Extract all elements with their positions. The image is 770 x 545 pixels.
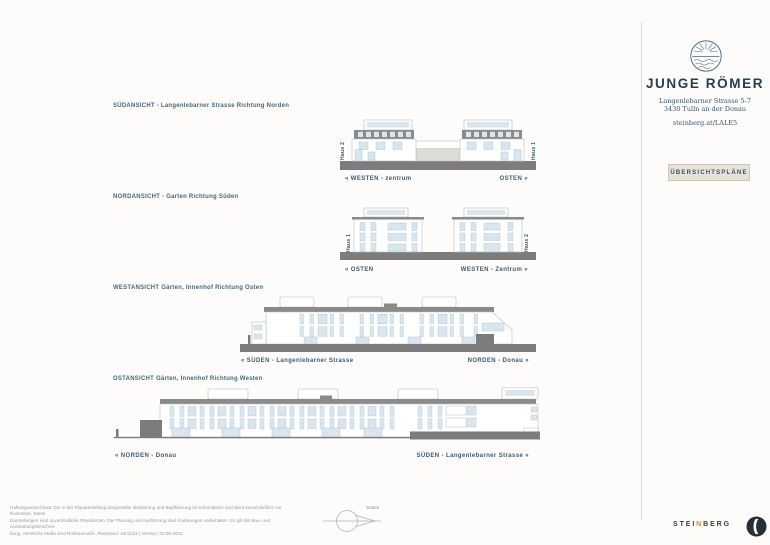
- direction-label-right: OSTEN »: [499, 176, 528, 182]
- direction-label-left: « OSTEN: [345, 267, 374, 273]
- direction-label-left: « SÜDEN - Langenlebarner Strasse: [241, 358, 354, 364]
- nord-elevation-graphic: [338, 206, 538, 266]
- west-elevation-drawing: [238, 294, 538, 358]
- overview-plans-button[interactable]: ÜBERSICHTSPLÄNE: [668, 164, 750, 181]
- direction-label-right: SÜDEN - Langenlebarner Strasse »: [416, 453, 529, 459]
- sued-elevation-drawing: [338, 116, 538, 176]
- wordmark-post: BERG: [703, 521, 731, 528]
- haus-label-left: Haus 2: [340, 141, 346, 160]
- wordmark-pre: STEI: [673, 521, 697, 528]
- haus-label-left: Haus 1: [346, 233, 352, 252]
- ost-elevation-graphic: [112, 386, 542, 450]
- west-elevation-graphic: [238, 294, 538, 358]
- disclaimer-line-1: Haftungsausschluss: Die in der Plandarstellung dargestellte Möblierung und Bepflanzung ist schematisch und dient ausschließlich zur Illustration. Diese: [10, 505, 282, 517]
- address-line-2: 3430 Tulln an der Donau: [663, 105, 747, 113]
- direction-label-left: « WESTEN - zentrum: [345, 176, 412, 182]
- haus-label-right: Haus 1: [531, 141, 537, 160]
- steinberg-wordmark: [673, 521, 731, 528]
- wordmark-n-accent: N: [696, 521, 704, 528]
- address-line-1: Langenlebarner Strasse 5-7: [659, 97, 751, 105]
- direction-label-right: NORDEN - Donau »: [467, 358, 529, 364]
- direction-label-left: « NORDEN - Donau: [115, 453, 177, 459]
- nord-elevation-drawing: [338, 206, 538, 266]
- disclaimer-line-3: bung. Sämtliche Maße sind Rohbaumaße. Planstand: 18/11/24 | Version: 03.09.2023: [10, 530, 183, 536]
- elevation-title-ost: OSTANSICHT Gärten, Innenhof Richtung Westen: [113, 376, 263, 382]
- steinberg-mark-icon: [746, 516, 767, 537]
- disclaimer-line-2: Darstellungen sind unverbindliche Planskizzen. Der Planung und Ausführung sind Änderungen vorbehalten. Es gilt die Bau- und Ausstattungsbeschrei-: [10, 517, 270, 530]
- elevation-title-sued: SÜDANSICHT - Langenlebarner Strasse Richtung Norden: [113, 103, 290, 109]
- sued-elevation-graphic: [338, 116, 538, 176]
- elevation-title-nord: NORDANSICHT - Garten Richtung Süden: [113, 194, 239, 200]
- ost-elevation-drawing: [112, 386, 542, 450]
- sidebar-divider: [641, 22, 642, 520]
- elevation-title-west: WESTANSICHT Gärten, Innenhof Richtung Osten: [113, 285, 264, 291]
- compass-label: Süden: [366, 505, 380, 510]
- website-link[interactable]: steinberg.at/LALE5: [672, 119, 738, 127]
- direction-label-right: WESTEN - Zentrum »: [460, 267, 528, 273]
- haus-label-right: Haus 2: [524, 233, 530, 252]
- disclaimer-text: [10, 505, 302, 537]
- sun-over-waves-icon: [688, 38, 724, 74]
- brand-name: JUNGE RÖMER: [645, 76, 765, 91]
